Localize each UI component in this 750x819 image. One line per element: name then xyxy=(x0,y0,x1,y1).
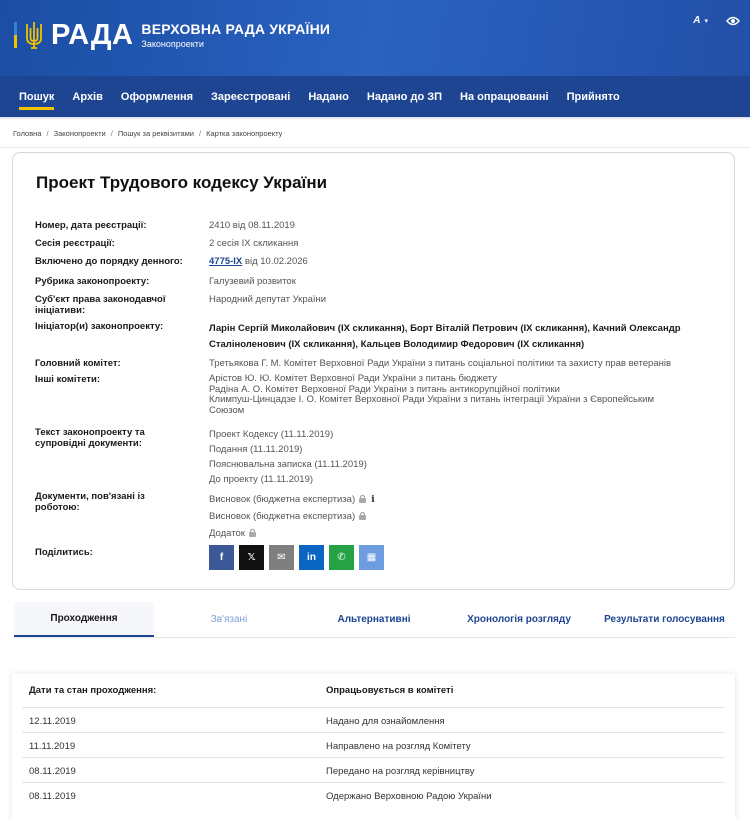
qr-code-icon[interactable]: ▦ xyxy=(359,545,384,570)
document-link[interactable]: Подання (11.11.2019) xyxy=(209,444,303,455)
row-date: 12.11.2019 xyxy=(29,716,76,727)
row-status: Одержано Верховною Радою України xyxy=(326,791,492,802)
field-main-committee xyxy=(35,358,671,370)
site-logo[interactable] xyxy=(14,20,330,50)
tab-alternative[interactable]: Альтернативні xyxy=(337,614,411,625)
field-value: Третьякова Г. М. Комітет Верховної Ради України з питань соціальної політики та захисту прав ветеранів xyxy=(209,358,672,369)
chevron-down-icon: ▾ xyxy=(704,17,708,25)
linkedin-icon[interactable]: in xyxy=(299,545,324,570)
nav-item-registered[interactable]: Зареєстровані xyxy=(211,90,291,103)
table-header-status: Опрацьовується в комітеті xyxy=(326,685,454,696)
tab-voting-results[interactable]: Результати голосування xyxy=(604,614,725,625)
agenda-link[interactable]: 4775-IX xyxy=(209,256,243,267)
field-label: Ініціатор(и) законопроекту: xyxy=(35,321,164,332)
document-link[interactable]: До проекту (11.11.2019) xyxy=(209,474,314,485)
info-icon[interactable]: i xyxy=(371,494,375,505)
table-row xyxy=(22,757,725,782)
table-header-dates: Дати та стан проходження: xyxy=(29,685,157,696)
field-session xyxy=(35,238,298,250)
related-document[interactable]: Висновок (бюджетна експертиза) xyxy=(209,511,356,522)
field-initiators xyxy=(35,321,709,353)
agenda-date: від 10.02.2026 xyxy=(242,256,308,267)
field-label: Текст законопроекту та супровідні документи: xyxy=(35,427,145,449)
table-row xyxy=(22,782,725,807)
page-title: Проект Трудового кодексу України xyxy=(36,173,328,192)
committee-item: Арістов Ю. Ю. Комітет Верховної Ради України з питань бюджету xyxy=(209,373,497,384)
site-title: ВЕРХОВНА РАДА УКРАЇНИ xyxy=(141,21,331,37)
x-icon[interactable]: 𝕏 xyxy=(239,545,264,570)
nav-item-submitted[interactable]: Надано xyxy=(308,90,349,103)
breadcrumb xyxy=(0,120,750,148)
row-date: 08.11.2019 xyxy=(29,791,76,802)
breadcrumb-search[interactable]: Пошук за реквізитами xyxy=(117,129,194,138)
facebook-icon[interactable]: f xyxy=(209,545,234,570)
nav-item-archive[interactable]: Архів xyxy=(72,90,103,103)
main-nav xyxy=(0,76,750,117)
trident-icon xyxy=(23,20,45,50)
logo-word: РАДА xyxy=(51,19,134,51)
breadcrumb-separator: / xyxy=(110,129,113,138)
initiators-line: Сталіноленович (IX скликання), Кальцев Володимир Федорович (IX скликання) xyxy=(209,339,585,350)
table-row xyxy=(22,707,725,732)
field-label: Рубрика законопроекту: xyxy=(35,276,150,287)
committee-item: Климпуш-Цинцадзе І. О. Комітет Верховної Ради України з питань інтеграції України з Європейським xyxy=(209,394,654,405)
field-label: Інші комітети: xyxy=(35,374,101,385)
accessibility-eye-icon[interactable] xyxy=(726,16,740,26)
breadcrumb-bills[interactable]: Законопроекти xyxy=(53,129,106,138)
field-label: Суб'єкт права законодавчої ініціативи: xyxy=(35,294,166,316)
lock-icon xyxy=(358,494,367,503)
site-header xyxy=(0,0,750,76)
field-label: Включено до порядку денного: xyxy=(35,256,183,267)
tab-bar xyxy=(14,602,735,638)
row-date: 08.11.2019 xyxy=(29,766,76,777)
field-label: Головний комітет: xyxy=(35,358,121,369)
initiators-line: Ларін Сергій Миколайович (IX скликання), Борт Віталій Петрович (IX скликання), Качний Олександр xyxy=(209,323,681,334)
nav-item-drafting[interactable]: Оформлення xyxy=(120,90,194,103)
tab-related[interactable]: Зв'язані xyxy=(210,614,248,625)
field-texts xyxy=(35,427,367,487)
email-icon[interactable]: ✉ xyxy=(269,545,294,570)
field-agenda xyxy=(35,256,308,268)
nav-item-processing[interactable]: На опрацюванні xyxy=(460,90,549,103)
breadcrumb-home[interactable]: Головна xyxy=(13,129,42,138)
breadcrumb-separator: / xyxy=(46,129,49,138)
tab-passage[interactable]: Проходження xyxy=(14,602,154,637)
field-subject xyxy=(35,294,326,316)
row-status: Надано для ознайомлення xyxy=(326,716,445,727)
field-related xyxy=(35,491,375,542)
site-subtitle: Законопроекти xyxy=(141,39,204,49)
row-date: 11.11.2019 xyxy=(29,741,76,752)
whatsapp-icon[interactable]: ✆ xyxy=(329,545,354,570)
related-document[interactable]: Додаток xyxy=(209,528,245,539)
breadcrumb-current: Картка законопроекту xyxy=(206,129,283,138)
committee-item: Союзом xyxy=(209,404,245,416)
field-label: Поділитись: xyxy=(35,547,93,558)
field-other-committees xyxy=(35,374,654,416)
nav-item-search[interactable]: Пошук xyxy=(10,76,63,117)
field-value: Галузевий розвиток xyxy=(209,276,296,287)
breadcrumb-separator: / xyxy=(198,129,202,138)
tab-chronology[interactable]: Хронологія розгляду xyxy=(467,614,571,625)
flag-stripe xyxy=(14,22,17,48)
field-label: Номер, дата реєстрації: xyxy=(35,220,147,231)
lock-icon xyxy=(358,511,367,520)
language-label: A xyxy=(693,15,701,26)
row-status: Направлено на розгляд Комітету xyxy=(326,741,471,752)
field-label: Документи, пов'язані із роботою: xyxy=(35,491,145,513)
field-registration xyxy=(35,220,295,232)
share-buttons xyxy=(209,545,384,570)
committee-item: Радіна А. О. Комітет Верховної Ради України з питань антикорупційної політики xyxy=(209,383,560,395)
nav-item-submitted-zp[interactable]: Надано до ЗП xyxy=(366,90,443,103)
row-status: Передано на розгляд керівництву xyxy=(326,766,475,777)
field-value: 2 сесія IX скликання xyxy=(209,238,299,249)
nav-item-adopted[interactable]: Прийнято xyxy=(566,90,620,103)
document-link[interactable]: Пояснювальна записка (11.11.2019) xyxy=(209,459,367,470)
field-value: 2410 від 08.11.2019 xyxy=(209,220,295,231)
language-switcher[interactable] xyxy=(693,15,708,26)
table-row xyxy=(22,732,725,757)
field-share xyxy=(35,545,384,570)
document-link[interactable]: Проект Кодексу (11.11.2019) xyxy=(209,429,334,440)
bill-card xyxy=(12,152,735,590)
passage-table xyxy=(12,674,735,819)
field-value: Народний депутат України xyxy=(209,294,327,305)
field-label: Сесія реєстрації: xyxy=(35,238,115,249)
related-document[interactable]: Висновок (бюджетна експертиза) xyxy=(209,494,356,505)
field-rubric xyxy=(35,276,296,288)
lock-icon xyxy=(248,528,257,537)
